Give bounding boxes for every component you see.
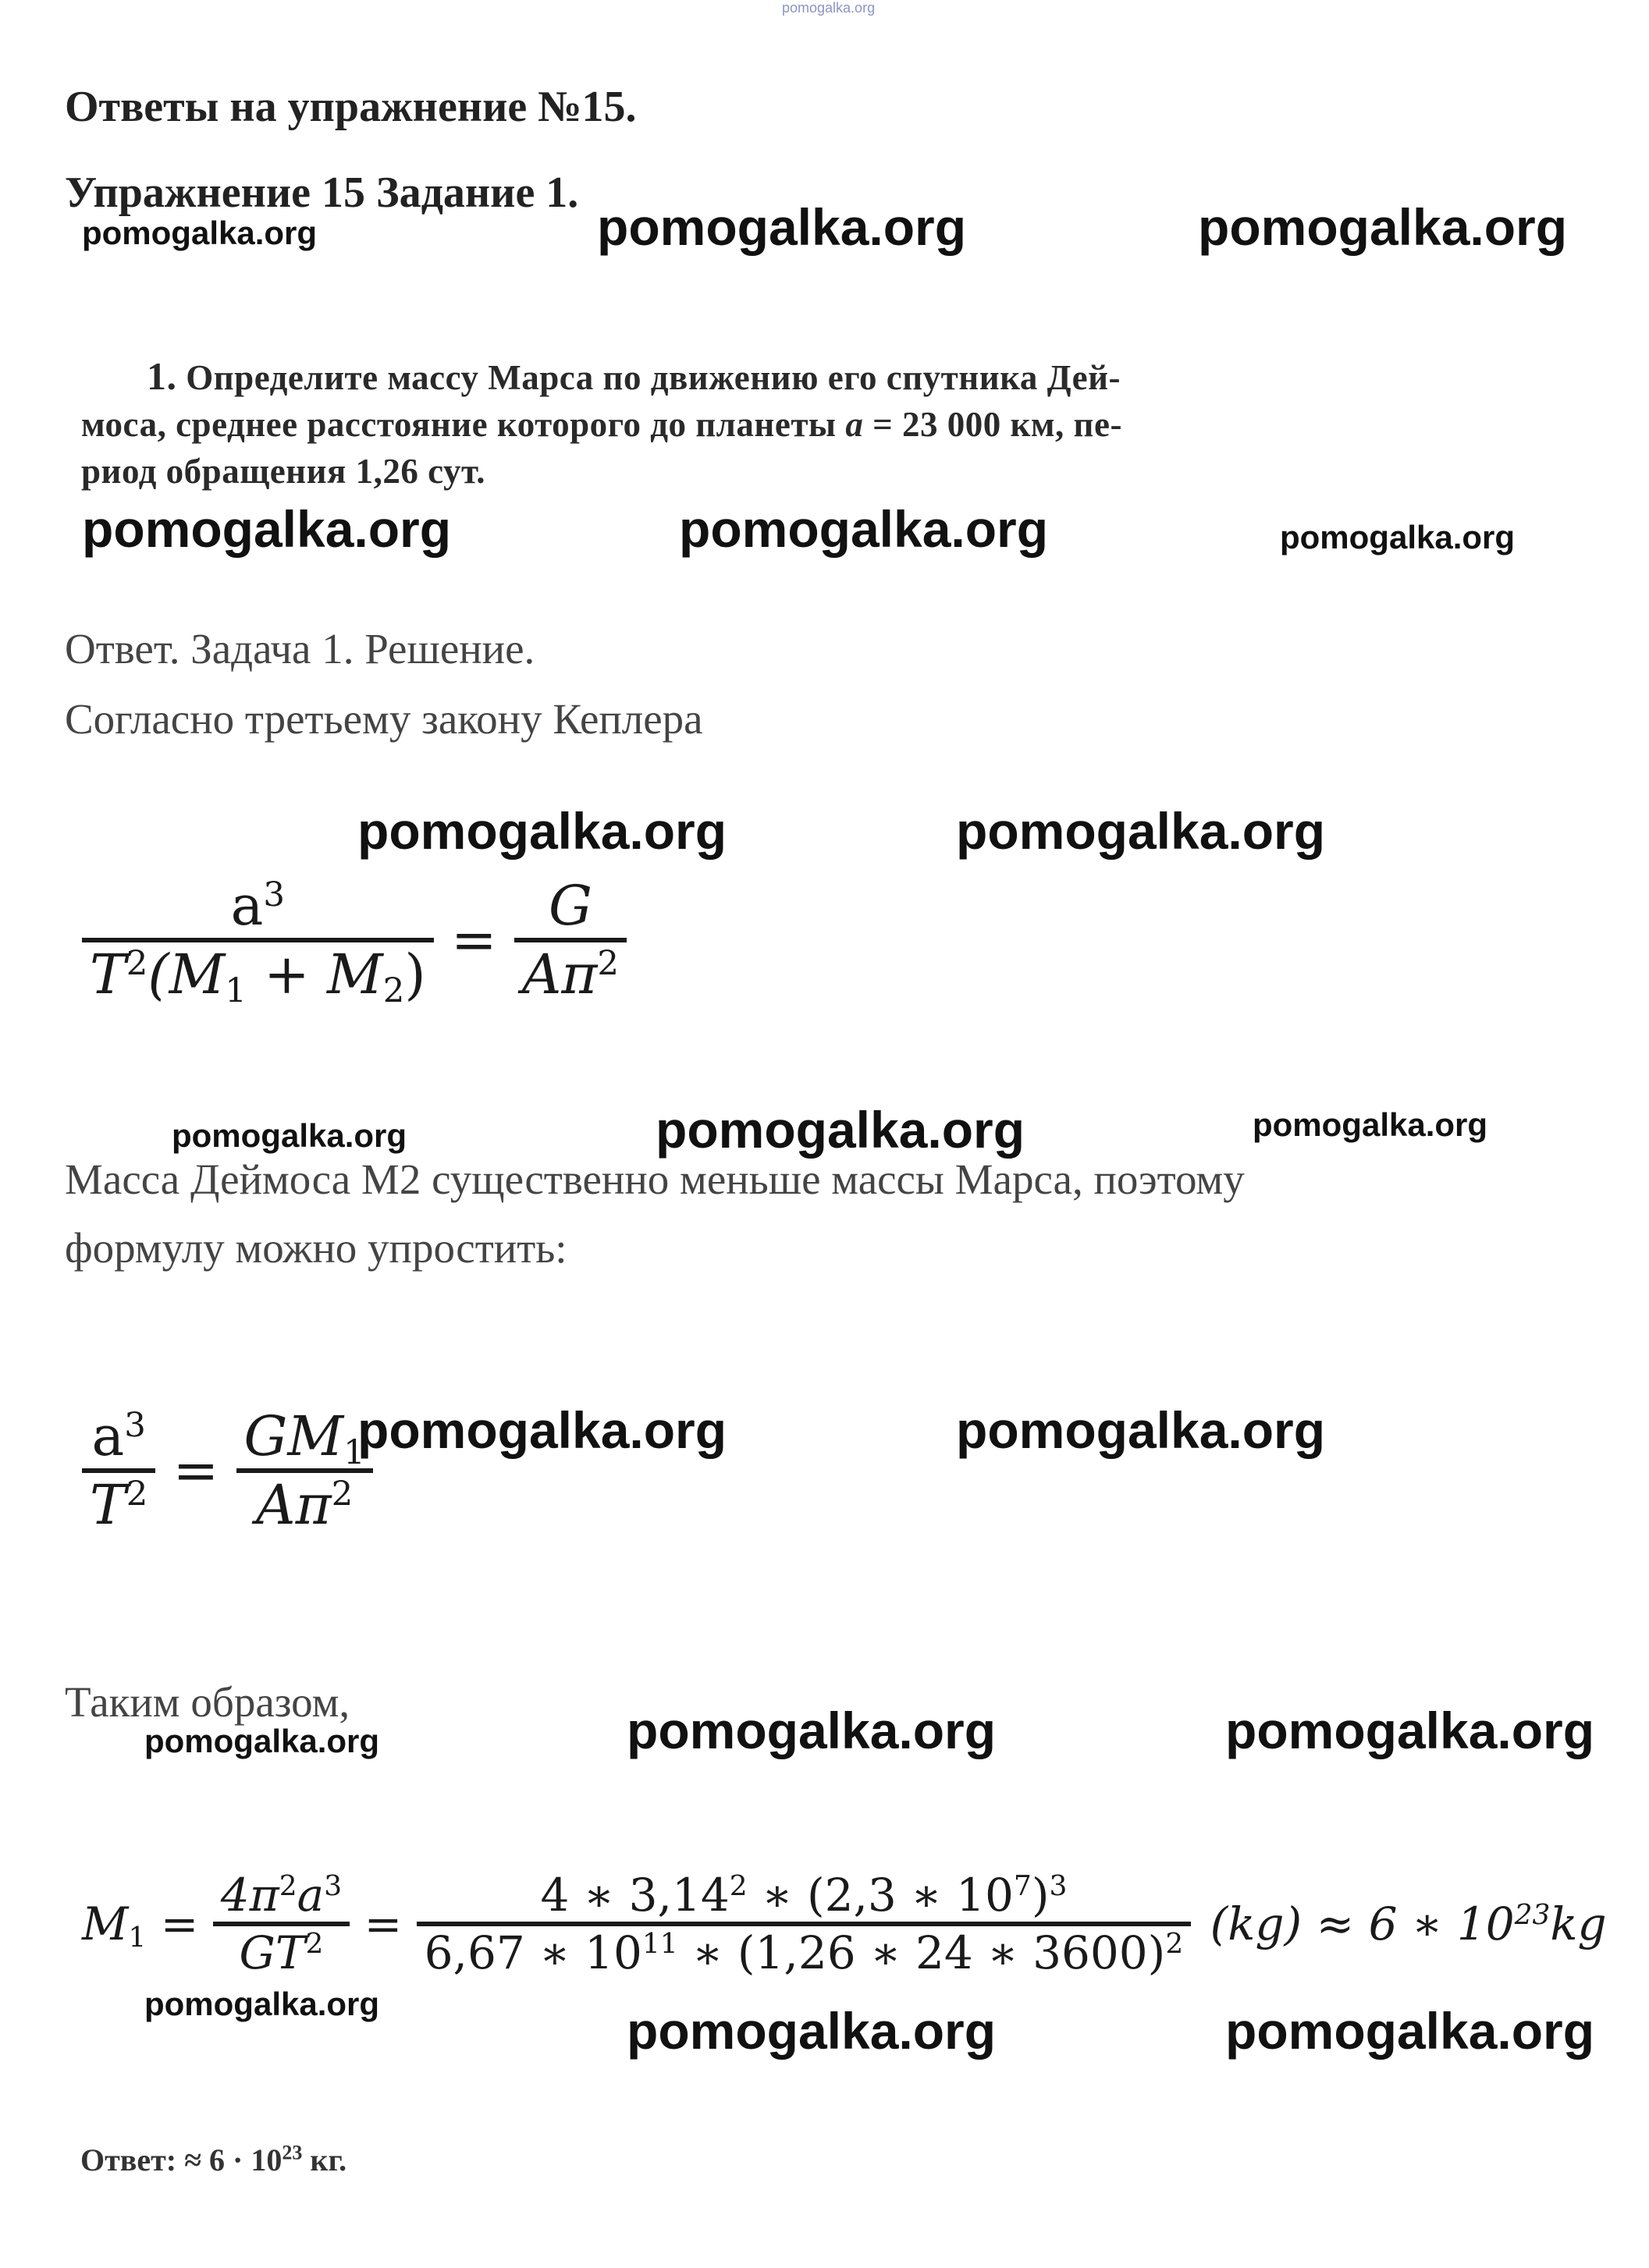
watermark: pomogalka.org [82,215,318,251]
watermark: pomogalka.org [144,1723,380,1759]
solution-intro: Ответ. Задача 1. Решение. [65,625,535,673]
watermark: pomogalka.org [1225,2002,1595,2060]
watermark: pomogalka.org [82,500,452,558]
watermark: pomogalka.org [1280,519,1516,555]
kepler-lhs-fraction: $\frac{a^3}{T^2(M_1 + M_2)}$ [82,874,434,1006]
kepler-formula: $\frac{a^3}{T^2(M_1 + M_2)}$ = $\frac{G}{A\pi^2}$ [82,874,627,1006]
kepler-rhs-fraction: $\frac{G}{A\pi^2}$ [514,874,627,1006]
watermark: pomogalka.org [956,802,1326,860]
thus-text: Таким образом, [65,1678,350,1726]
task-statement [81,353,1122,495]
watermark: pomogalka.org [357,802,727,860]
watermark: pomogalka.org [1253,1106,1488,1143]
task-line-1: Определите массу Марса по движению его спутника Дей- [186,358,1121,397]
mass-symbolic-fraction: $\frac{4\pi^2a^3}{GT^2}$ [213,1869,350,1979]
task-number: 1. [147,354,177,398]
watermark: pomogalka.org [144,1986,380,2022]
simplified-lhs-fraction: $\frac{a^3}{T^2}$ [82,1404,155,1537]
watermark: pomogalka.org [679,500,1049,558]
watermark: pomogalka.org [1225,1702,1595,1759]
task-line-2: моса, среднее расстояние которого до планеты a = 23 000 км, пе- [81,405,1122,444]
kepler-law-text: Согласно третьему закону Кеплера [65,695,703,743]
watermark: pomogalka.org [597,198,967,256]
task-line-3: риод обращения 1,26 сут. [81,452,485,491]
final-answer: Ответ: ≈ $6 \cdot 10^{23}$ кг. [80,2141,347,2177]
exercise-subtitle: Упражнение 15 Задание 1. [65,169,579,217]
simplified-formula: $\frac{a^3}{T^2}$ = $\frac{GM_1}{A\pi^2}$ [82,1404,373,1537]
watermark: pomogalka.org [656,1101,1025,1159]
mass-note-line-1: Масса Деймоса М2 существенно меньше массы Марса, поэтому [65,1155,1245,1203]
watermark: pomogalka.org [627,2002,997,2060]
watermark: pomogalka.org [357,1401,727,1459]
mass-calculation-formula: $M_1$ = $\frac{4\pi^2a^3}{GT^2}$ = $\frac{4 ∗ 3,14^2 ∗ (2,3 ∗ 10^7)^3}{6,67 ∗ 10^{11} ∗ (1,26 ∗ 24 ∗ 3600)^2}$ (kg) ≈ 6 ∗ $10^{23}kg$ [82,1869,1607,1979]
watermark: pomogalka.org [1198,198,1568,256]
watermark: pomogalka.org [956,1401,1326,1459]
watermark: pomogalka.org [627,1702,997,1759]
watermark: pomogalka.org [172,1117,407,1154]
mass-numeric-fraction: $\frac{4 ∗ 3,14^2 ∗ (2,3 ∗ 10^7)^3}{6,67 ∗ 10^{11} ∗ (1,26 ∗ 24 ∗ 3600)^2}$ [417,1869,1192,1979]
simplified-rhs-fraction: $\frac{GM_1}{A\pi^2}$ [236,1404,373,1537]
mass-note-line-2: формулу можно упростить: [65,1224,567,1272]
watermark-top-tiny: pomogalka.org [782,0,876,16]
page-title: Ответы на упражнение №15. [65,83,637,131]
